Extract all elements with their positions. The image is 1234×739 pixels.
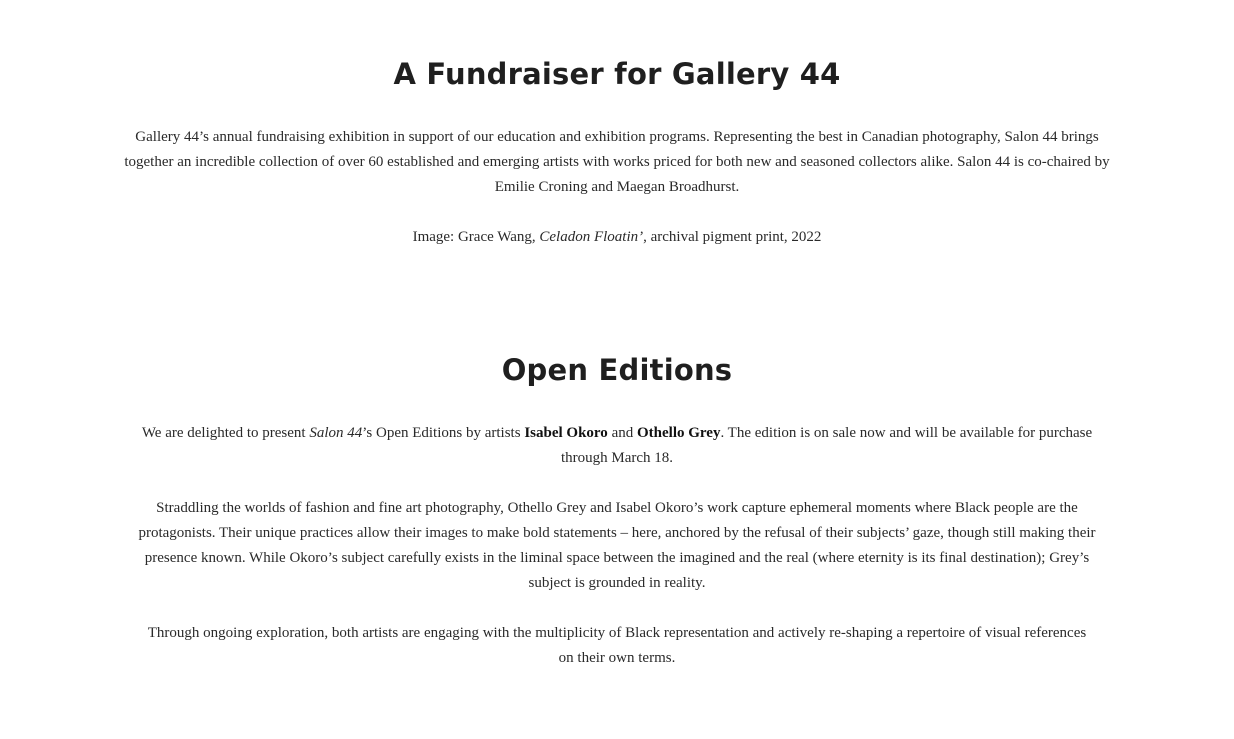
open-editions-description: Straddling the worlds of fashion and fine art photography, Othello Grey and Isabel Okoro’s work capture ephemeral moments where Black people are the protagonists. Their unique practices allow their images to make bold statements – here, anchored by the refusal of their subjects’ gaze, though still making their presence known. While Okoro’s subject carefully exists in the liminal space between the imagined and the real (where eternity is its final destination); Grey’s subject is grounded in reality. [138, 500, 1096, 591]
fundraiser-description: Gallery 44’s annual fundraising exhibition in support of our education and exhibition programs. Representing the best in Canadian photography, Salon 44 brings together an incredible collection of over 60 established and emerging artists with works priced for both new and seasoned collectors alike. Salon 44 is co-chaired by Emilie Croning and Maegan Broadhurst. [124, 129, 1110, 195]
image-credit-details: , archival pigment print, 2022 [643, 229, 822, 245]
image-credit [122, 225, 1112, 250]
open-editions-section [0, 348, 1234, 671]
intro-text-suffix: . The edition is on sale now and will be available for purchase through March 18. [560, 425, 1093, 466]
image-credit-prefix: Image: Grace Wang, [412, 229, 540, 245]
intro-text-prefix: We are delighted to present [141, 425, 310, 441]
image-credit-artwork-title: Celadon Floatin’ [539, 229, 644, 245]
open-editions-intro [122, 421, 1112, 471]
artist-link-isabel-okoro[interactable]: Isabel Okoro [524, 425, 608, 441]
artist-link-othello-grey[interactable]: Othello Grey [636, 425, 721, 441]
open-editions-heading: Open Editions [501, 353, 733, 387]
intro-text-and: and [607, 425, 637, 441]
intro-text-mid: ’s Open Editions by artists [362, 425, 525, 441]
salon-title: Salon 44 [309, 425, 363, 441]
fundraiser-section [0, 52, 1234, 250]
open-editions-closing: Through ongoing exploration, both artists are engaging with the multiplicity of Black representation and actively re-shaping a repertoire of visual references on their own terms. [147, 625, 1087, 666]
fundraiser-heading: A Fundraiser for Gallery 44 [393, 57, 841, 91]
